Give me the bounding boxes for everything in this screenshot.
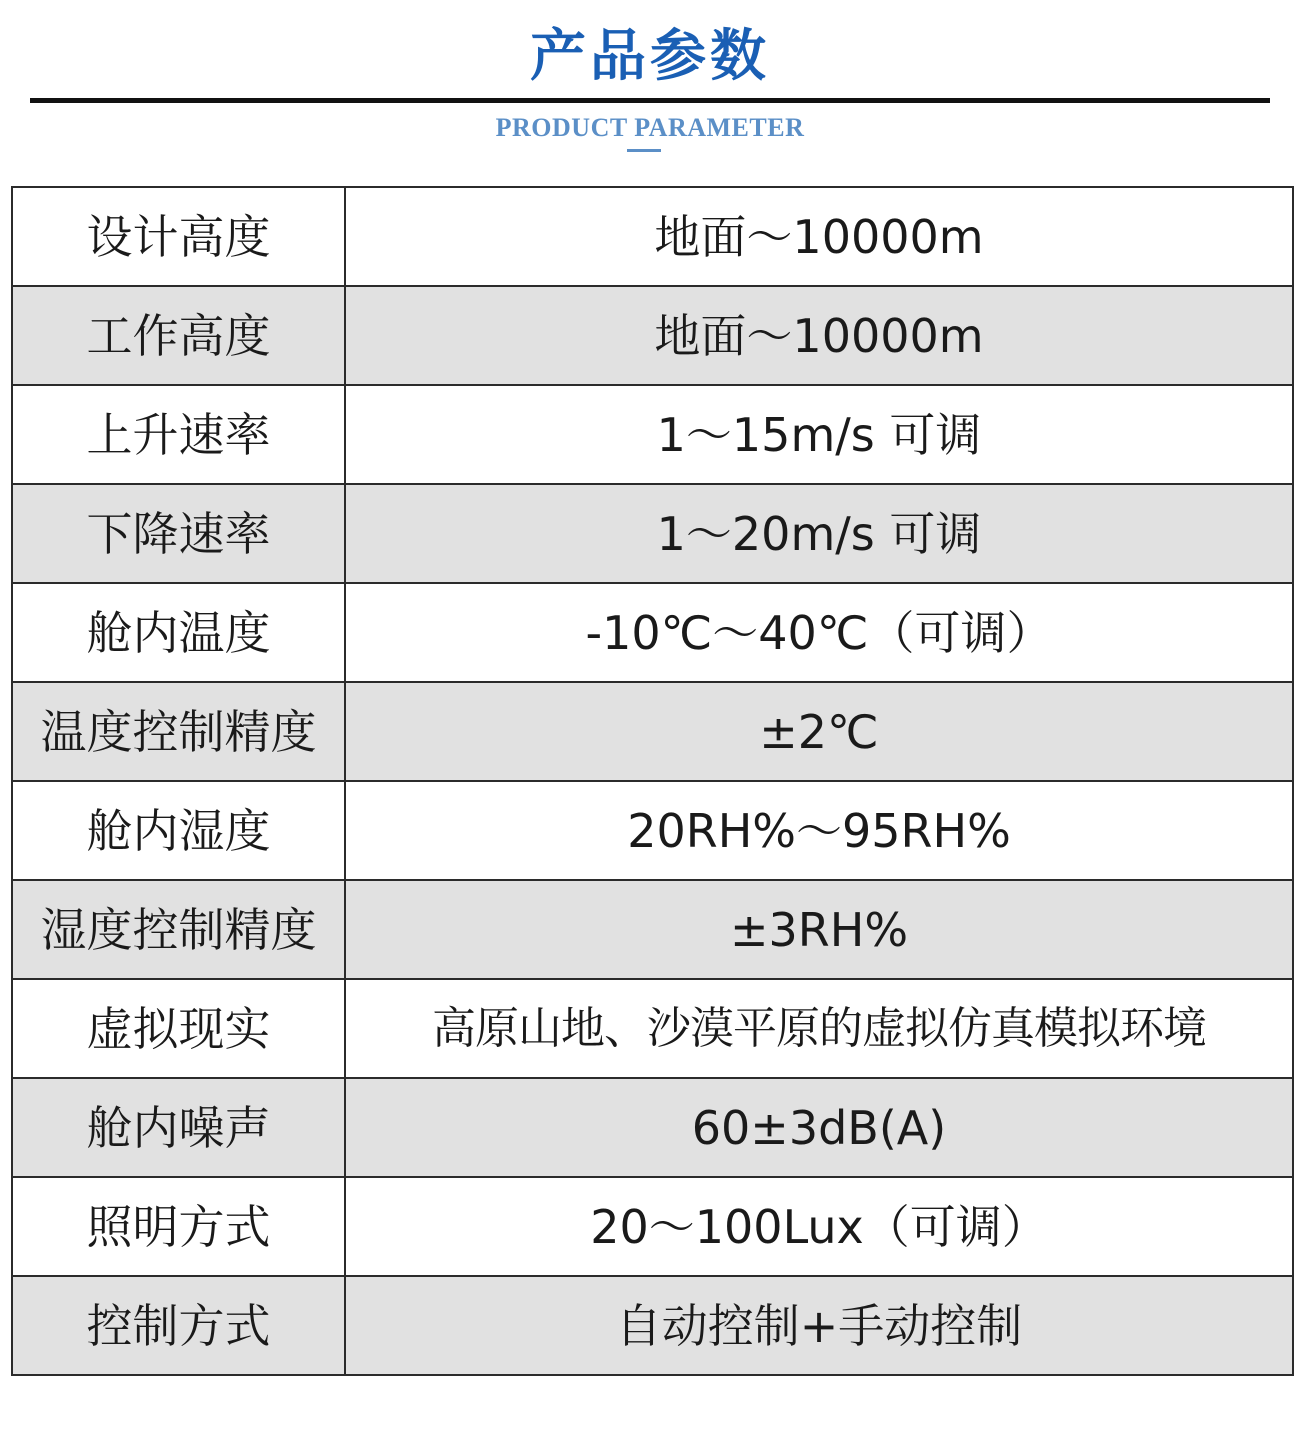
param-label: 照明方式 (12, 1177, 345, 1276)
param-label: 温度控制精度 (12, 682, 345, 781)
table-row (12, 484, 1293, 583)
page-subtitle: PRODUCT PARAMETER (495, 113, 805, 142)
param-value: 1～15m/s 可调 (345, 385, 1293, 484)
param-value: 60±3dB(A) (345, 1078, 1293, 1177)
table-row (12, 979, 1293, 1078)
param-label: 工作高度 (12, 286, 345, 385)
table-row (12, 1177, 1293, 1276)
subtitle-underline (627, 149, 661, 152)
table-row (12, 1078, 1293, 1177)
param-label: 舱内湿度 (12, 781, 345, 880)
page-title: 产品参数 (530, 24, 770, 89)
param-value: 自动控制+手动控制 (345, 1276, 1293, 1375)
param-value: 1～20m/s 可调 (345, 484, 1293, 583)
title-divider (30, 98, 1270, 103)
table-row (12, 781, 1293, 880)
param-value: ±2℃ (345, 682, 1293, 781)
param-label: 下降速率 (12, 484, 345, 583)
param-label: 舱内温度 (12, 583, 345, 682)
param-label: 上升速率 (12, 385, 345, 484)
table-row (12, 1276, 1293, 1375)
table-row (12, 880, 1293, 979)
param-label: 舱内噪声 (12, 1078, 345, 1177)
param-label: 虚拟现实 (12, 979, 345, 1078)
param-value: -10℃～40℃（可调） (345, 583, 1293, 682)
table-row (12, 187, 1293, 286)
param-value: 20～100Lux（可调） (345, 1177, 1293, 1276)
table-row (12, 682, 1293, 781)
param-value: ±3RH% (345, 880, 1293, 979)
table-row (12, 286, 1293, 385)
table-row (12, 583, 1293, 682)
page-header (0, 0, 1300, 180)
param-label: 控制方式 (12, 1276, 345, 1375)
param-label: 湿度控制精度 (12, 880, 345, 979)
param-value: 20RH%～95RH% (345, 781, 1293, 880)
param-value: 地面～10000m (345, 286, 1293, 385)
parameter-table (11, 186, 1294, 1376)
table-row (12, 385, 1293, 484)
param-label: 设计高度 (12, 187, 345, 286)
param-value: 高原山地、沙漠平原的虚拟仿真模拟环境 (345, 979, 1293, 1078)
param-value: 地面～10000m (345, 187, 1293, 286)
